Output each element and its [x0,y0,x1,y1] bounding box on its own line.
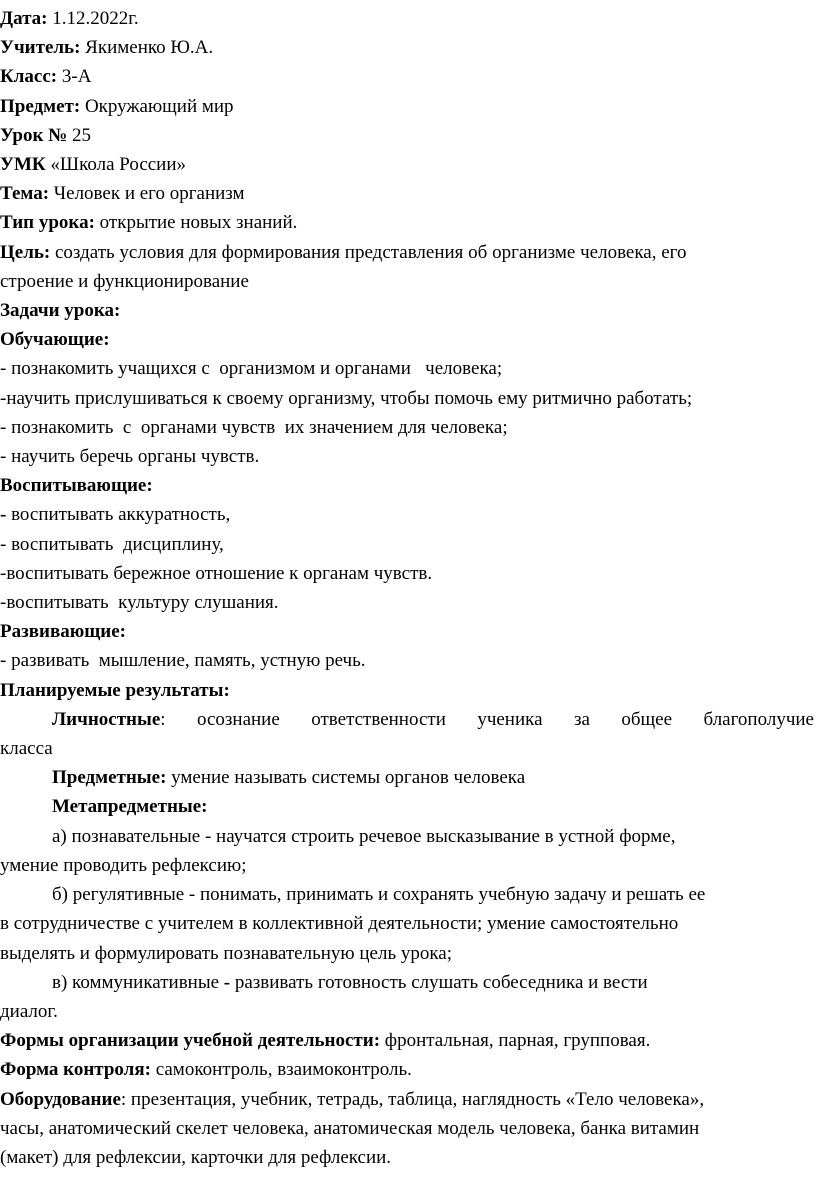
personal-results-value: : осознание ответственности ученика за общее благополучие [160,708,814,730]
meta-communicative-line: в) коммуникативные - развивать готовность слушать собеседника и вести [52,971,648,993]
subject-label: Предмет: [0,95,81,117]
subject-results-line [0,763,814,792]
personal-results-continued: класса [0,738,53,760]
control-value: самоконтроль, взаимоконтроль. [150,1059,412,1081]
teacher-line [0,33,814,62]
upbringing-title: Воспитывающие: [0,475,153,497]
meta-regulatory-continued: в сотрудничестве с учителем в коллективной деятельности; умение самостоятельно [0,913,679,935]
subject-results-label: Предметные: [52,767,167,789]
class-label: Класс: [0,66,58,88]
tasks-title: Задачи урока: [0,300,121,322]
goal-line-continued: строение и функционирование [0,270,249,292]
upbringing-item: - воспитывать дисциплину, [0,533,224,555]
lesson-type-label: Тип урока: [0,212,95,234]
subject-line [0,92,814,121]
subject-value: Окружающий мир [80,95,234,117]
equipment-continued: (макет) для рефлексии, карточки для рефлексии. [0,1146,392,1168]
umk-value: «Школа России» [45,154,187,176]
umk-line [0,150,814,179]
class-line [0,62,814,91]
lesson-label: Урок № [0,124,68,146]
educating-item: -научить прислушиваться к своему организму, чтобы помочь ему ритмично работать; [0,387,693,409]
goal-value: создать условия для формирования представления об организме человека, его [50,241,687,263]
date-value: 1.12.2022г. [47,8,139,29]
upbringing-item: - воспитывать аккуратность, [0,504,231,526]
class-value: 3-А [57,66,92,88]
meta-cognitive-line: а) познавательные - научатся строить речевое высказывание в устной форме, [52,825,676,847]
meta-communicative-continued: диалог. [0,1000,58,1022]
lesson-line [0,121,814,150]
upbringing-item: -воспитывать бережное отношение к органам чувств. [0,562,433,584]
topic-label: Тема: [0,183,50,205]
topic-line [0,179,814,208]
lesson-type-value: открытие новых знаний. [94,212,298,234]
forms-label: Формы организации учебной деятельности: [0,1030,381,1052]
personal-results-line [0,705,814,734]
equipment-label: Оборудование [0,1088,121,1110]
meta-regulatory-line: б) регулятивные - понимать, принимать и сохранять учебную задачу и решать ее [52,884,706,906]
upbringing-item: -воспитывать культуру слушания. [0,592,279,614]
umk-label: УМК [0,154,46,176]
forms-value: фронтальная, парная, групповая. [380,1030,651,1052]
control-label: Форма контроля: [0,1059,151,1081]
control-line [0,1055,814,1084]
forms-line [0,1026,814,1055]
educating-item: - познакомить с органами чувств их значением для человека; [0,416,508,438]
date-line [0,4,814,33]
developing-item: - развивать мышление, память, устную речь. [0,650,366,672]
lesson-type-line [0,208,814,237]
educating-item: - научить беречь органы чувств. [0,446,260,468]
meta-regulatory-continued: выделять и формулировать познавательную цель урока; [0,942,453,964]
developing-title: Развивающие: [0,621,126,643]
educating-item: - познакомить учащихся с организмом и органами человека; [0,358,503,380]
educating-title: Обучающие: [0,329,110,351]
meta-results-title: Метапредметные: [52,796,208,818]
goal-label: Цель: [0,241,51,263]
subject-results-value: умение называть системы органов человека [166,767,526,789]
lesson-value: 25 [67,124,91,146]
topic-value: Человек и его организм [49,183,245,205]
date-label: Дата: [0,8,48,29]
results-title: Планируемые результаты: [0,679,230,701]
personal-results-label: Личностные [52,708,161,730]
goal-line [0,238,814,267]
teacher-label: Учитель: [0,37,81,59]
equipment-continued: часы, анатомический скелет человека, анатомическая модель человека, банка витамин [0,1117,700,1139]
meta-cognitive-continued: умение проводить рефлексию; [0,854,247,876]
equipment-value: : презентация, учебник, тетрадь, таблица, наглядность «Тело человека», [120,1088,705,1110]
equipment-line [0,1085,814,1114]
teacher-value: Якименко Ю.А. [80,37,214,59]
